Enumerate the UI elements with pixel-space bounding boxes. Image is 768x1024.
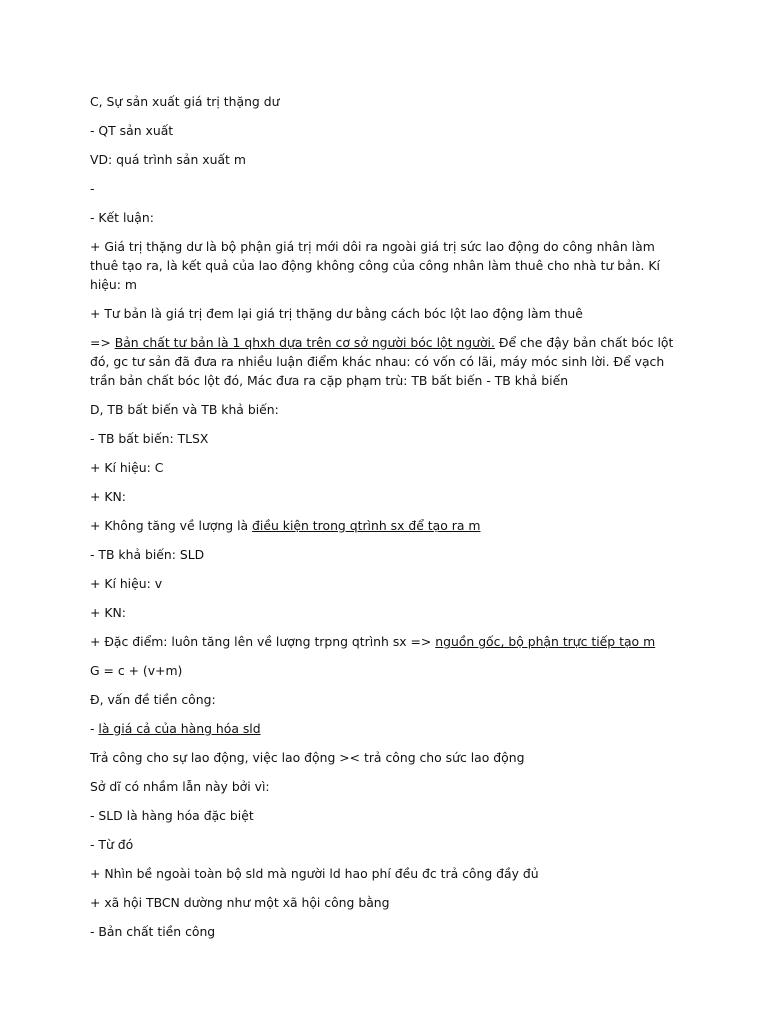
paragraph-heading-c: C, Sự sản xuất giá trị thặng dư (90, 94, 280, 109)
paragraph: + Giá trị thặng dư là bộ phận giá trị mới dôi ra ngoài giá trị sức lao động do công nhân làm thuê tạo ra, là kết quả của lao động không công của công nhân làm thuê cho nhà tư bản. Kí hiệu: m (90, 239, 660, 292)
paragraph-underlined (90, 333, 680, 390)
paragraph: Trả công cho sự lao động, việc lao động >< trả công cho sức lao động (90, 750, 525, 765)
paragraph: - Kết luận: (90, 210, 154, 225)
text-span: => (90, 335, 115, 350)
paragraph: + Kí hiệu: v (90, 576, 163, 591)
paragraph: - SLD là hàng hóa đặc biệt (90, 808, 254, 823)
paragraph: + Nhìn bề ngoài toàn bộ sld mà người ld hao phí đều đc trả công đầy đủ (90, 866, 539, 881)
paragraph: - Từ đó (90, 837, 134, 852)
paragraph: - (90, 181, 95, 196)
paragraph: - TB bất biến: TLSX (90, 431, 209, 446)
text-span: + Không tăng về lượng là (90, 518, 253, 533)
text-span: - (90, 721, 99, 736)
paragraph: - Bản chất tiền công (90, 924, 216, 939)
paragraph: + KN: (90, 489, 126, 504)
paragraph-heading-d: D, TB bất biến và TB khả biến: (90, 402, 279, 417)
paragraph: - QT sản xuất (90, 123, 174, 138)
paragraph-formula: G = c + (v+m) (90, 663, 183, 678)
paragraph-underlined (90, 516, 680, 535)
paragraph: + Kí hiệu: C (90, 460, 164, 475)
underlined-text: là giá cả của hàng hóa sld (98, 721, 261, 736)
paragraph: Sở dĩ có nhầm lẫn này bởi vì: (90, 779, 270, 794)
paragraph: - TB khả biến: SLD (90, 547, 205, 562)
underlined-text: nguồn gốc, bộ phận trực tiếp tạo m (435, 634, 656, 649)
underlined-text: Bản chất tư bản là 1 qhxh dựa trên cơ sở người bóc lột người. (114, 335, 495, 350)
paragraph: VD: quá trình sản xuất m (90, 152, 246, 167)
paragraph: + KN: (90, 605, 126, 620)
document-body (90, 92, 680, 951)
paragraph-heading-dd: Đ, vấn đề tiền công: (90, 692, 216, 707)
paragraph: + xã hội TBCN dường như một xã hội công bằng (90, 895, 390, 910)
text-span: + Đặc điểm: luôn tăng lên về lượng trpng qtrình sx => (90, 634, 436, 649)
paragraph: + Tư bản là giá trị đem lại giá trị thặng dư bằng cách bóc lột lao động làm thuê (90, 306, 583, 321)
paragraph-underlined (90, 632, 680, 651)
underlined-text: điều kiện trong qtrình sx để tạo ra m (252, 518, 481, 533)
paragraph-underlined (90, 719, 680, 738)
text-span: Để che đậy bản chất bóc lột đó, gc tư sản đã đưa ra nhiều luận điểm khác nhau: có vốn có lãi, máy móc sinh lời. Để vạch trần bản chất bóc lột đó, Mác đưa ra cặp phạm trù: TB bất biến - TB khả biến (90, 335, 674, 388)
